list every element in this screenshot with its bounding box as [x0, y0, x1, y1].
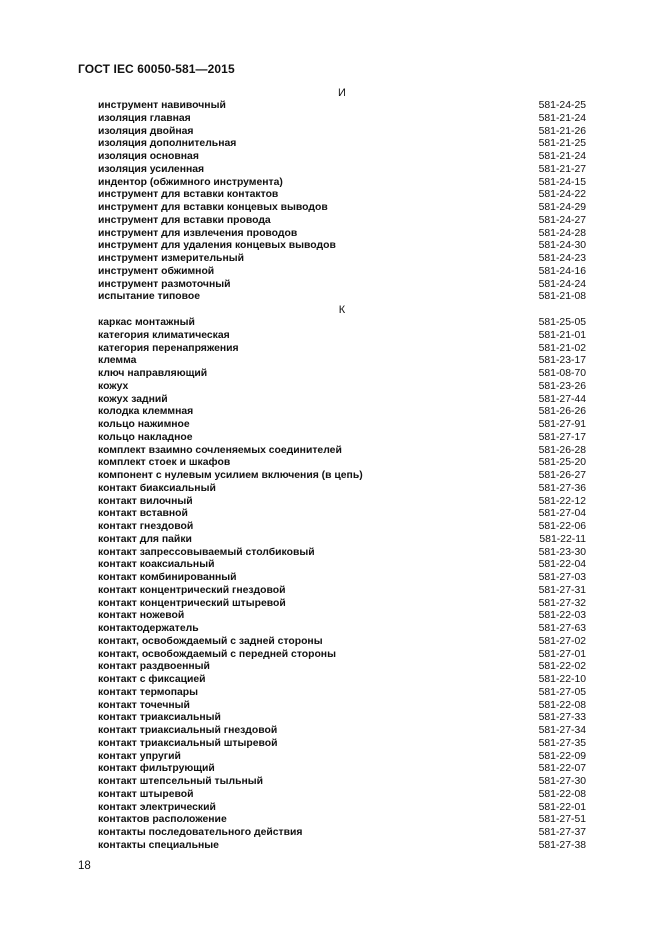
entry-code: 581-27-37 — [538, 827, 586, 838]
index-entry — [98, 598, 586, 611]
entry-code: 581-27-51 — [538, 814, 586, 826]
entry-term: контакт ножевой — [98, 610, 185, 622]
index-entry — [98, 508, 586, 521]
entry-term: изоляция дополнительная — [98, 138, 237, 150]
entry-term: контакт биаксиальный — [98, 482, 216, 494]
entry-code: 581-25-05 — [538, 317, 586, 328]
entry-code: 581-22-10 — [538, 674, 586, 685]
entry-term: инструмент обжимной — [98, 265, 215, 277]
entry-code: 581-22-11 — [539, 533, 586, 545]
entry-term: контакт концентрический штыревой — [98, 597, 286, 609]
entry-term: контакт, освобождаемый с передней стороны — [98, 648, 336, 660]
entry-term: контакт запрессовываемый столбиковый — [98, 546, 315, 558]
entry-code: 581-08-70 — [538, 368, 586, 379]
entry-term: каркас монтажный — [98, 317, 195, 328]
entry-term: контакт вилочный — [98, 495, 193, 507]
index-entry — [98, 636, 586, 649]
entry-term: контакт коаксиальный — [98, 559, 215, 571]
entry-code: 581-27-34 — [538, 725, 586, 736]
entry-code: 581-21-24 — [538, 151, 586, 162]
index-entry — [98, 138, 586, 151]
index-entry — [98, 164, 586, 177]
entry-term: испытание типовое — [98, 291, 200, 303]
index-entry — [98, 432, 586, 445]
entry-code: 581-22-12 — [538, 495, 586, 507]
entry-term: контакт штыревой — [98, 788, 194, 800]
entry-term: контакт штепсельный тыльный — [98, 776, 263, 787]
index-entry — [98, 559, 586, 572]
section-letter: И — [338, 87, 346, 99]
entry-code: 581-27-17 — [538, 431, 586, 443]
entry-code: 581-27-05 — [538, 686, 586, 698]
entry-code: 581-23-17 — [538, 355, 586, 367]
entry-code: 581-21-08 — [538, 291, 586, 303]
entry-code: 581-27-30 — [538, 776, 586, 787]
index-entry — [98, 725, 586, 738]
entry-code: 581-24-29 — [538, 202, 586, 213]
entry-code: 581-22-07 — [538, 763, 586, 775]
entry-term: контакт триаксиальный — [98, 712, 221, 724]
index-entry — [98, 572, 586, 585]
index-entry — [98, 547, 586, 560]
entry-code: 581-27-02 — [538, 635, 586, 647]
entry-term: инструмент для извлечения проводов — [98, 227, 298, 239]
entry-code: 581-27-01 — [538, 648, 586, 660]
entry-code: 581-24-28 — [538, 227, 586, 239]
index-entry — [98, 343, 586, 356]
index-entry — [98, 100, 586, 113]
entry-term: индентор (обжимного инструмента) — [98, 176, 283, 188]
index-entry — [98, 649, 586, 662]
entry-term: контакт фильтрующий — [98, 763, 215, 775]
index-entry — [98, 394, 586, 407]
entry-code: 581-24-23 — [538, 253, 586, 264]
index-entry — [98, 317, 586, 330]
index-entry — [98, 457, 586, 470]
index-entry — [98, 279, 586, 292]
entry-code: 581-24-24 — [538, 278, 586, 290]
entry-term: контакты специальные — [98, 839, 219, 851]
entry-term: контакт термопары — [98, 686, 198, 698]
entry-code: 581-27-35 — [538, 737, 586, 749]
index-entry — [98, 814, 586, 827]
entry-term: кольцо накладное — [98, 431, 193, 443]
entry-term: инструмент для вставки концевых выводов — [98, 202, 328, 213]
index-entry — [98, 202, 586, 215]
index-entry — [98, 827, 586, 840]
entry-term: комплект взаимно сочленяемых соединителей — [98, 444, 342, 456]
index-entry — [98, 840, 586, 853]
entry-code: 581-23-30 — [538, 546, 586, 558]
index-entry — [98, 585, 586, 598]
entry-term: инструмент измерительный — [98, 253, 244, 264]
entry-code: 581-21-27 — [538, 163, 586, 175]
index-entry — [98, 113, 586, 126]
entry-code: 581-26-28 — [538, 444, 586, 456]
entry-code: 581-22-03 — [538, 610, 586, 622]
index-entry — [98, 215, 586, 228]
entry-code: 581-27-91 — [538, 419, 586, 430]
index-entry — [98, 228, 586, 241]
index-entry — [98, 470, 586, 483]
entry-term: контакт раздвоенный — [98, 661, 210, 673]
entry-code: 581-22-02 — [538, 661, 586, 673]
index-entry — [98, 266, 586, 279]
entry-code: 581-24-22 — [538, 189, 586, 201]
entry-code: 581-27-38 — [538, 839, 586, 851]
entry-code: 581-27-04 — [538, 508, 586, 520]
entry-code: 581-27-33 — [538, 712, 586, 724]
entry-term: кожух задний — [98, 393, 168, 405]
index-entry — [98, 189, 586, 202]
entry-term: контакт гнездовой — [98, 521, 194, 532]
entry-term: инструмент для вставки провода — [98, 214, 271, 226]
entry-term: изоляция основная — [98, 151, 199, 162]
index-entry — [98, 419, 586, 432]
term-index — [98, 87, 586, 853]
entry-term: компонент с нулевым усилием включения (в цепь) — [98, 470, 363, 481]
entry-term: колодка клеммная — [98, 406, 194, 418]
entry-term: контакты последовательного действия — [98, 827, 303, 838]
entry-term: изоляция главная — [98, 112, 191, 124]
entry-code: 581-22-08 — [538, 699, 586, 711]
entry-term: контакт упругий — [98, 750, 181, 762]
entry-code: 581-24-15 — [538, 176, 586, 188]
section-letter: К — [338, 304, 346, 316]
entry-term: ключ направляющий — [98, 368, 208, 379]
index-entry — [98, 406, 586, 419]
index-entry — [98, 521, 586, 534]
entry-term: инструмент размоточный — [98, 278, 231, 290]
index-entry — [98, 687, 586, 700]
page-number: 18 — [78, 860, 91, 872]
entry-term: контакт с фиксацией — [98, 674, 206, 685]
index-entry — [98, 661, 586, 674]
index-entry — [98, 623, 586, 636]
entry-code: 581-24-27 — [538, 214, 586, 226]
entry-term: контактодержатель — [98, 623, 199, 634]
entry-term: категория климатическая — [98, 329, 230, 341]
entry-code: 581-27-63 — [538, 623, 586, 634]
index-entry — [98, 355, 586, 368]
entry-code: 581-24-16 — [538, 265, 586, 277]
entry-term: категория перенапряжения — [98, 342, 239, 354]
index-entry — [98, 253, 586, 266]
index-entry — [98, 381, 586, 394]
entry-term: кожух — [98, 380, 129, 392]
entry-code: 581-22-06 — [538, 521, 586, 532]
index-entry — [98, 368, 586, 381]
entry-term: инструмент для вставки контактов — [98, 189, 279, 201]
entry-code: 581-26-27 — [538, 470, 586, 481]
entry-code: 581-21-25 — [538, 138, 586, 150]
entry-code: 581-24-25 — [538, 100, 586, 111]
entry-code: 581-26-26 — [538, 406, 586, 418]
entry-code: 581-22-09 — [538, 750, 586, 762]
index-entry — [98, 126, 586, 139]
index-entry — [98, 240, 586, 253]
index-entry — [98, 610, 586, 623]
entry-code: 581-21-01 — [538, 329, 586, 341]
entry-term: контакт триаксиальный штыревой — [98, 737, 278, 749]
entry-term: инструмент навивочный — [98, 100, 226, 111]
index-entry — [98, 177, 586, 190]
index-entry — [98, 776, 586, 789]
index-entry — [98, 445, 586, 458]
entry-term: изоляция усиленная — [98, 163, 205, 175]
index-entry — [98, 763, 586, 776]
entry-code: 581-27-03 — [538, 572, 586, 583]
entry-code: 581-22-01 — [538, 801, 586, 813]
entry-term: контакт комбинированный — [98, 572, 237, 583]
entry-code: 581-21-26 — [538, 125, 586, 137]
entry-code: 581-22-04 — [538, 559, 586, 571]
index-entry — [98, 534, 586, 547]
index-entry — [98, 751, 586, 764]
entry-term: комплект стоек и шкафов — [98, 457, 231, 469]
entry-term: контакт точечный — [98, 699, 190, 711]
index-entry — [98, 674, 586, 687]
entry-code: 581-27-36 — [538, 482, 586, 494]
entry-code: 581-25-20 — [538, 457, 586, 469]
index-entry — [98, 789, 586, 802]
index-entry — [98, 483, 586, 496]
entry-term: контакт, освобождаемый с задней стороны — [98, 635, 323, 647]
entry-code: 581-27-32 — [538, 597, 586, 609]
entry-term: контакт концентрический гнездовой — [98, 584, 286, 596]
document-header: ГОСТ IEC 60050-581—2015 — [78, 62, 235, 76]
index-entry — [98, 712, 586, 725]
index-entry — [98, 738, 586, 751]
entry-term: контакт для пайки — [98, 533, 192, 545]
entry-term: инструмент для удаления концевых выводов — [98, 240, 336, 252]
entry-term: контакт триаксиальный гнездовой — [98, 725, 278, 736]
index-entry — [98, 802, 586, 815]
index-entry — [98, 496, 586, 509]
entry-code: 581-24-30 — [538, 240, 586, 252]
entry-term: кольцо нажимное — [98, 419, 190, 430]
entry-term: контакт электрический — [98, 801, 216, 813]
entry-code: 581-21-02 — [538, 342, 586, 354]
entry-code: 581-27-44 — [538, 393, 586, 405]
entry-code: 581-27-31 — [538, 584, 586, 596]
index-entry — [98, 291, 586, 304]
entry-term: клемма — [98, 355, 137, 367]
index-entry — [98, 151, 586, 164]
entry-code: 581-21-24 — [538, 112, 586, 124]
entry-term: изоляция двойная — [98, 125, 194, 137]
entry-code: 581-23-26 — [538, 380, 586, 392]
entry-term: контакт вставной — [98, 508, 188, 520]
entry-term: контактов расположение — [98, 814, 227, 826]
index-entry — [98, 330, 586, 343]
index-entry — [98, 700, 586, 713]
entry-code: 581-22-08 — [538, 788, 586, 800]
